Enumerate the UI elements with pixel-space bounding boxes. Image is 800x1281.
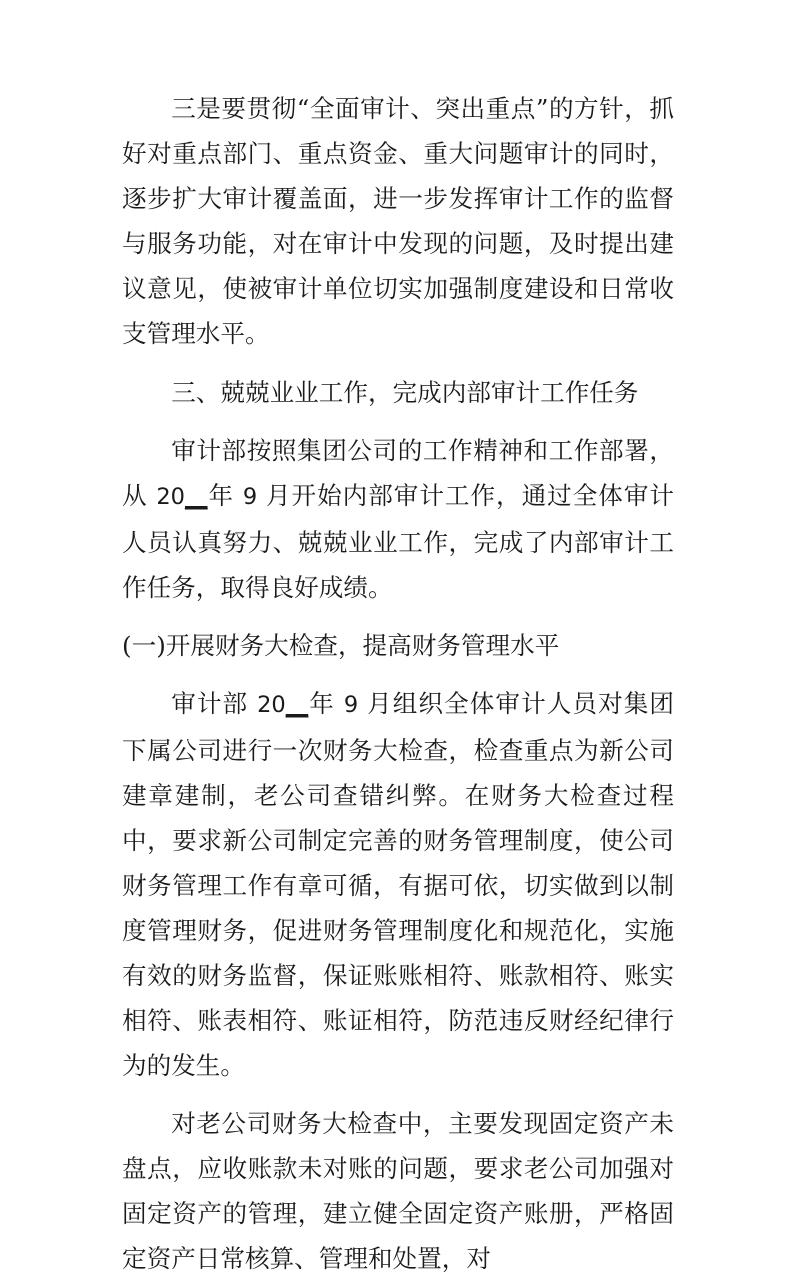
year-prefix: 20 — [257, 692, 286, 718]
text-run: 年 — [207, 481, 243, 510]
block-gap — [122, 415, 674, 428]
paragraph-audit-dept-overview — [122, 428, 674, 610]
month-number: 9 — [242, 484, 258, 510]
text-run: 月组织全体审计人员对集团下属公司进行一次财务大检查，检查重点为新公司建章建制，老公司查错纠弊。在财务大检查过程中，要求新公司制定完善的财务管理制度，使公司财务管理工作有章可循，有据可依，切实做到以制度管理财务，促进财务管理制度化和规范化，实施有效的财务监督，保证账账相符、账款相符、账实相符、账表相符、账证相符，防范违反财经纪律行为的发生。 — [122, 689, 674, 1080]
text-run: 审计部 — [171, 689, 258, 718]
year-blank: __ — [285, 692, 309, 718]
paragraph-third-point: 三是要贯彻“全面审计、突出重点”的方针，抓好对重点部门、重点资金、重大问题审计的同时，逐步扩大审计覆盖面，进一步发挥审计工作的监督与服务功能，对在审计中发现的问题，及时提出建议意见，使被审计单位切实加强制度建设和日常收支管理水平。 — [122, 94, 674, 348]
block-gap — [122, 356, 674, 370]
text-run: 月开始内部审计工作，通过全体审计人员认真努力、兢兢业业工作，完成了内部审计工作任务，取得良好成绩。 — [122, 481, 674, 602]
text-run: 审计部按照集团公司的工作精神和工作部署，从 — [122, 436, 674, 510]
block-gap — [122, 1088, 674, 1101]
heading-section-three: 三、兢兢业业工作，完成内部审计工作任务 — [171, 378, 639, 407]
year-blank: __ — [185, 484, 208, 510]
block-gap — [122, 610, 674, 623]
document-body — [122, 86, 674, 1281]
year-prefix: 20 — [156, 484, 185, 510]
paragraph-old-company-findings: 对老公司财务大检查中，主要发现固定资产未盘点，应收账款未对账的问题，要求老公司加强对固定资产的管理，建立健全固定资产账册，严格固定资产日常核算、管理和处置，对 — [122, 1109, 674, 1273]
month-number: 9 — [343, 692, 359, 718]
text-run: 年 — [308, 689, 344, 718]
subheading-item-one: (一)开展财务大检查，提高财务管理水平 — [122, 631, 560, 660]
block-gap — [122, 668, 674, 681]
paragraph-financial-inspection — [122, 681, 674, 1088]
